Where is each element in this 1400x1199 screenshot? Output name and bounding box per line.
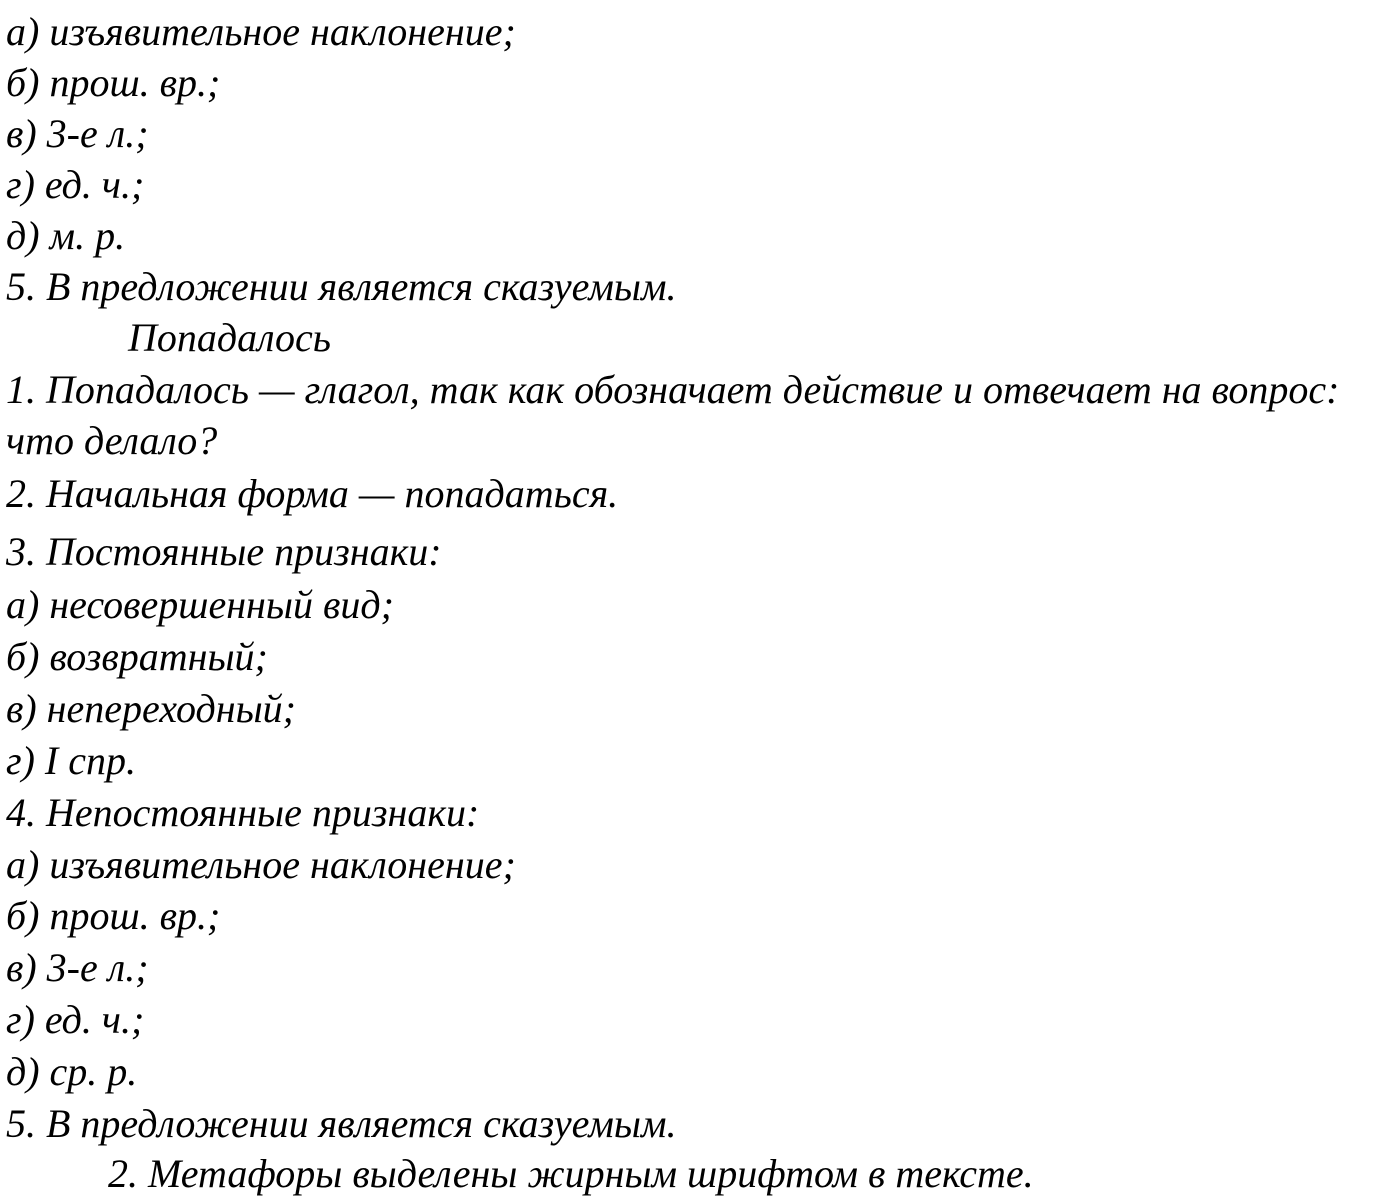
text-line: 2. Начальная форма — попадаться. [6, 471, 619, 516]
text-line: 3. Постоянные признаки: [6, 529, 442, 574]
text-line: 5. В предложении является сказуемым. [6, 1101, 677, 1146]
word-heading: Попадалось [128, 315, 332, 360]
text-line: г) ед. ч.; [6, 162, 145, 207]
text-line: в) 3-е л.; [6, 945, 149, 990]
text-line: а) изъявительное наклонение; [6, 842, 516, 887]
text-line: б) прош. вр.; [6, 893, 221, 938]
text-line: а) изъявительное наклонение; [6, 9, 516, 54]
text-line: г) ед. ч.; [6, 997, 145, 1042]
text-line: б) возвратный; [6, 634, 268, 679]
text-line: в) непереходный; [6, 686, 296, 731]
text-line: д) м. р. [6, 213, 126, 258]
text-line: д) ср. р. [6, 1049, 138, 1094]
text-line: в) 3-е л.; [6, 111, 149, 156]
text-line: 5. В предложении является сказуемым. [6, 264, 677, 309]
text-line: что делало? [6, 418, 218, 463]
text-line: 1. Попадалось — глагол, так как обозначает действие и отвечает на вопрос: [6, 367, 1340, 412]
text-line: г) I спр. [6, 738, 136, 783]
text-line: 2. Метафоры выделены жирным шрифтом в тексте. [108, 1151, 1034, 1196]
text-line: б) прош. вр.; [6, 60, 221, 105]
text-line: 4. Непостоянные признаки: [6, 790, 480, 835]
text-line: а) несовершенный вид; [6, 582, 394, 627]
